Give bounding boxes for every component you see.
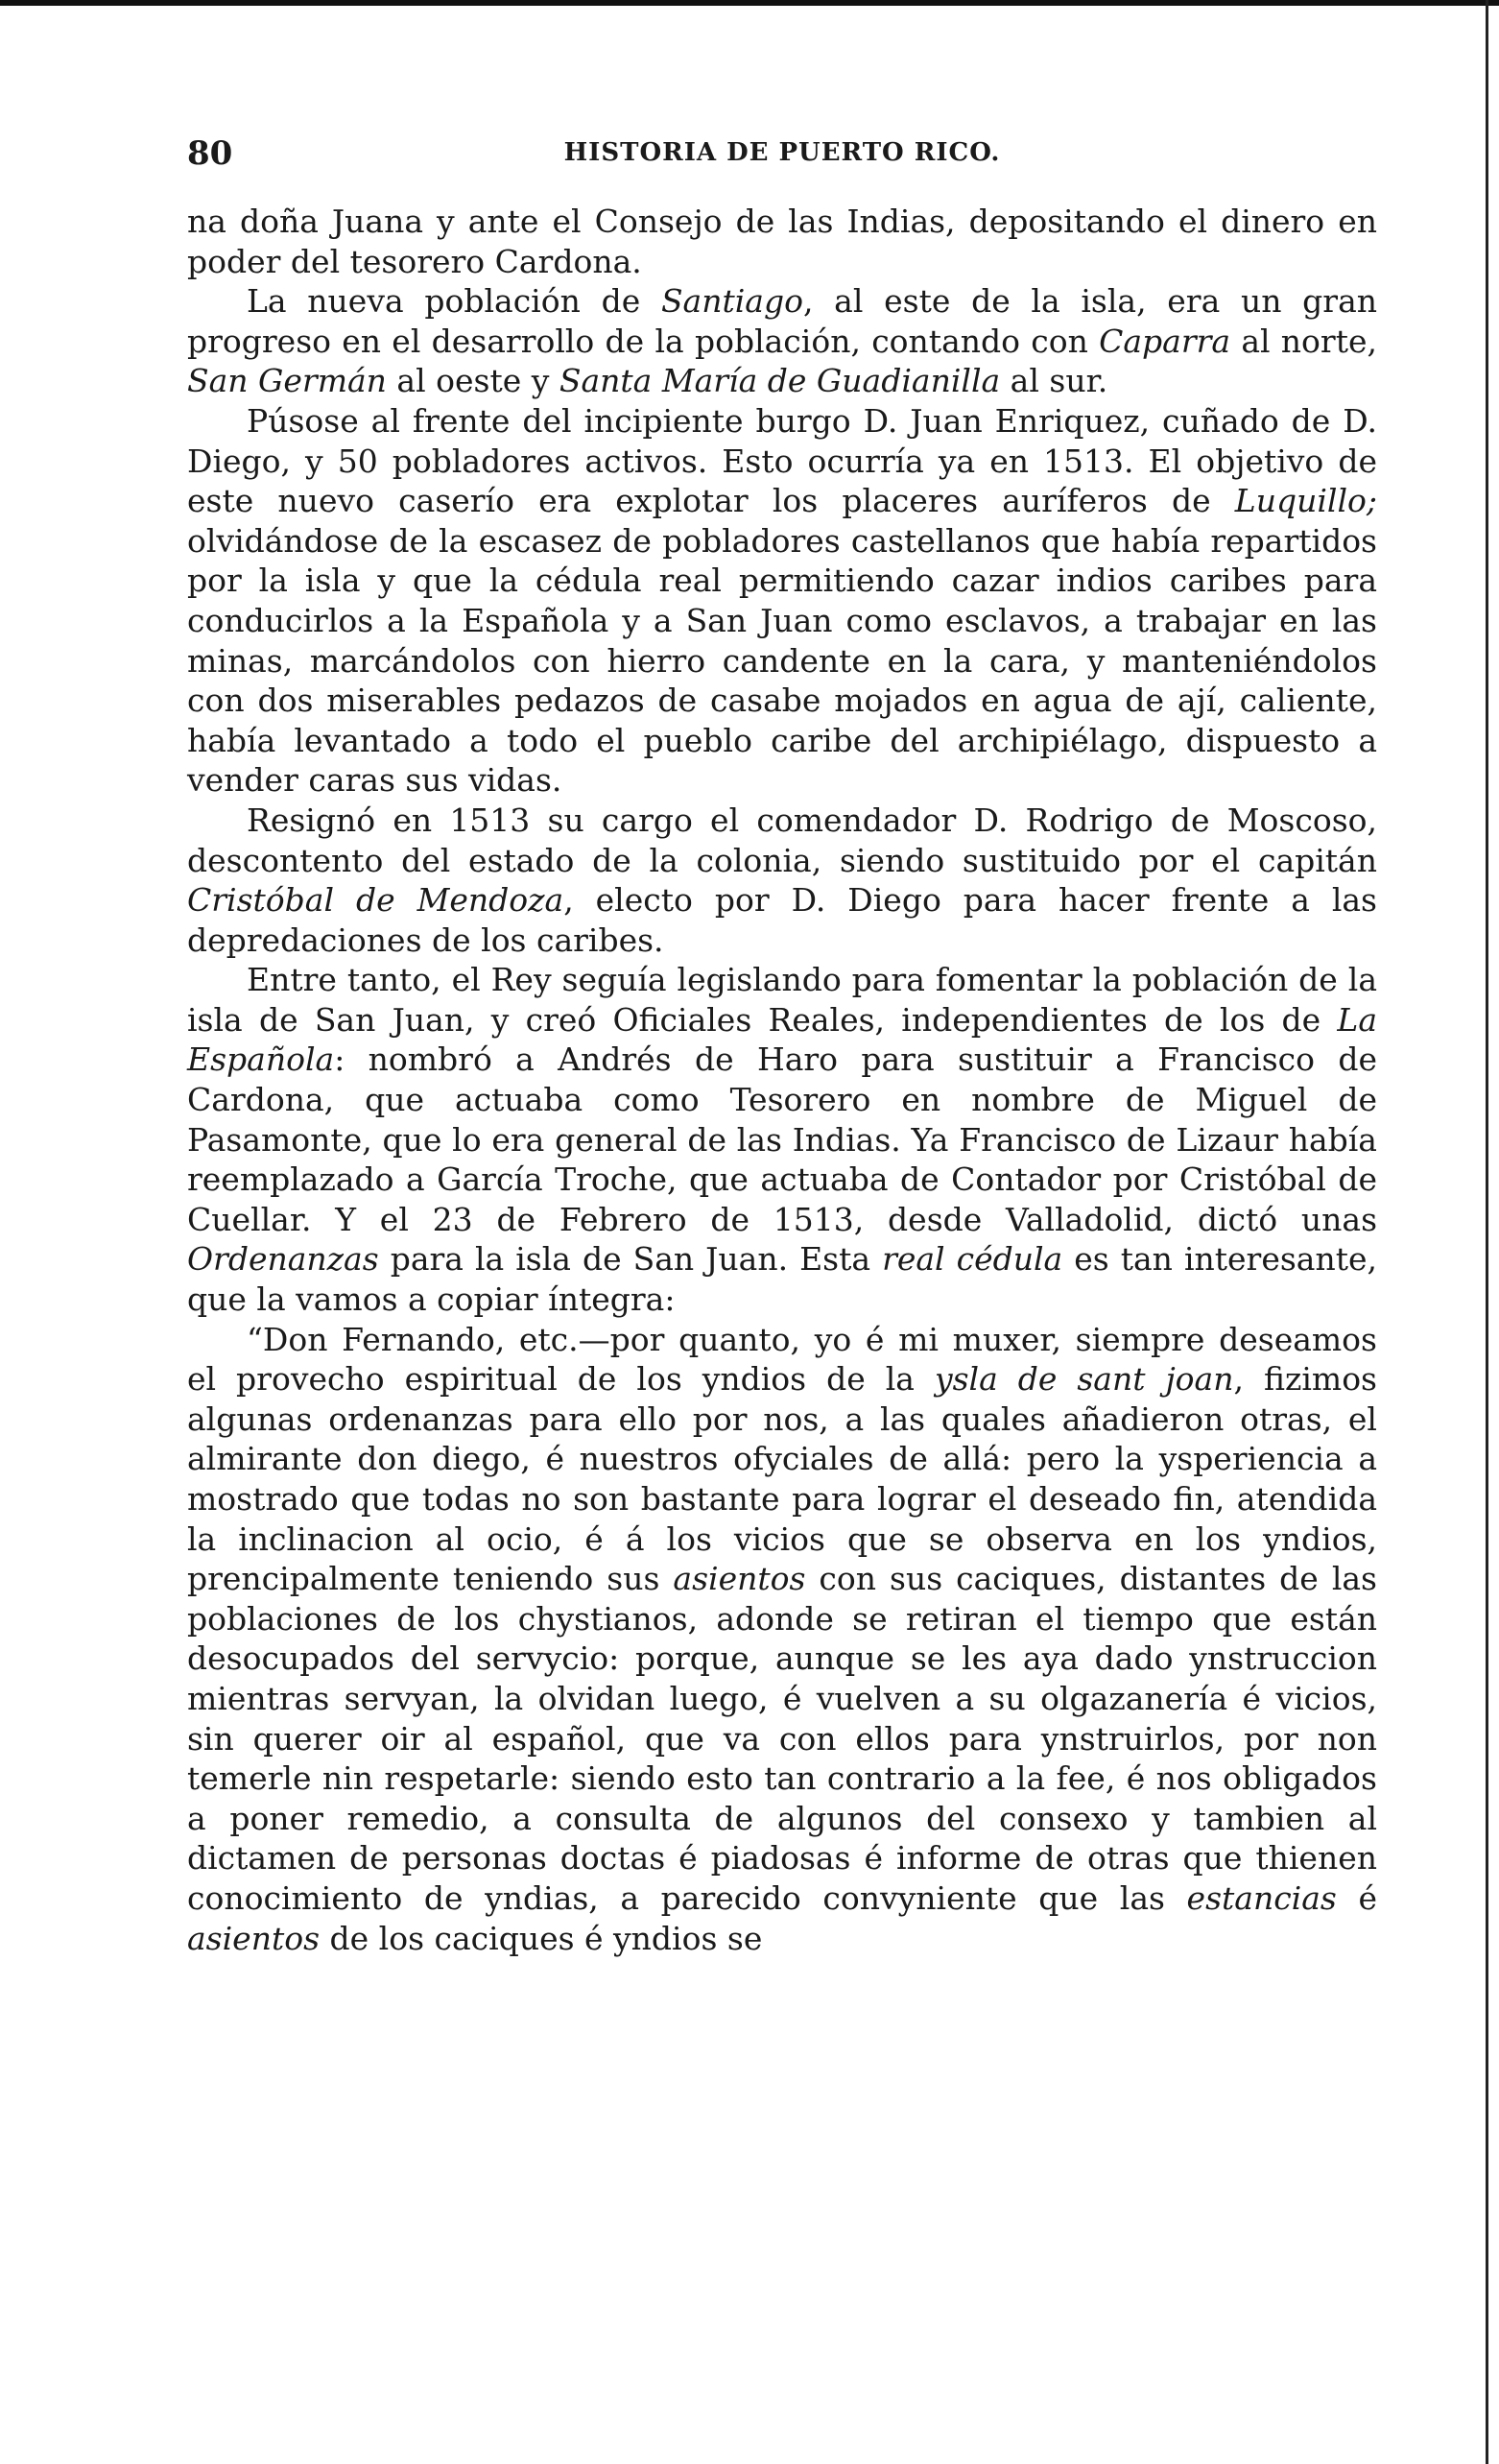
- paragraph: Púsose al frente del incipiente burgo D. Juan Enriquez, cuñado de D. Diego, y 50 pobladores activos. Esto ocurría ya en 1513. El objetivo de este nuevo caserío era explotar los placeres auríferos de Luquillo; olvidándose de la escasez de pobladores castellanos que había repartidos por la isla y que la cédula real permitiendo cazar indios caribes para conducirlos a la Española y a San Juan como esclavos, a trabajar en las minas, marcándolos con hierro candente en la cara, y manteniéndolos con dos miserables pedazos de casabe mojados en agua de ají, caliente, había levantado a todo el pueblo caribe del archipiélago, dispuesto a vender caras sus vidas.: [187, 401, 1377, 800]
- paragraph: Entre tanto, el Rey seguía legislando para fomentar la población de la isla de San Juan, y creó Oficiales Reales, independientes de los de La Española: nombró a Andrés de Haro para sustituir a Francisco de Cardona, que actuaba como Tesorero en nombre de Miguel de Pasamonte, que lo era general de las Indias. Ya Francisco de Lizaur había reemplazado a García Troche, que actuaba de Contador por Cristóbal de Cuellar. Y el 23 de Febrero de 1513, desde Valladolid, dictó unas Ordenanzas para la isla de San Juan. Esta real cédula es tan interesante, que la vamos a copiar íntegra:: [187, 961, 1377, 1319]
- body-text: [187, 202, 1377, 1958]
- top-border: [0, 0, 1499, 6]
- paragraph: Resignó en 1513 su cargo el comendador D. Rodrigo de Moscoso, descontento del estado de la colonia, siendo sustituido por el capitán Cristóbal de Mendoza, electo por D. Diego para hacer frente a las depredaciones de los caribes.: [187, 801, 1377, 959]
- paragraph: La nueva población de Santiago, al este de la isla, era un gran progreso en el desarrollo de la población, contando con Caparra al norte, San Germán al oeste y Santa María de Guadianilla al sur.: [187, 282, 1378, 400]
- paragraph: na doña Juana y ante el Consejo de las Indias, depositando el dinero en poder del tesorero Cardona.: [187, 203, 1377, 280]
- page-number: 80: [187, 134, 233, 173]
- paragraph: “Don Fernando, etc.—por quanto, yo é mi muxer, siempre deseamos el provecho espiritual de los yndios de la ysla de sant joan, fizimos algunas ordenanzas para ello por nos, a las quales añadieron otras, el almirante don diego, é nuestros ofyciales de allá: pero la ysperiencia a mostrado que todas no son bastante para lograr el deseado fin, atendida la inclinacion al ocio, é á los vicios que se observa en los yndios, prencipalmente teniendo sus asientos con sus caciques, distantes de las poblaciones de los chystianos, adonde se retiran el tiempo que están desocupados del servycio: porque, aunque se les aya dado ynstruccion mientras servyan, la olvidan luego, é vuelven a su olgazanería é vicios, sin querer oir al español, que va con ellos para ynstruirlos, por non temerle nin respetarle: siendo esto tan contrario a la fee, é nos obligados a poner remedio, a consulta de algunos del consexo y tambien al dictamen de personas doctas é piadosas é informe de otras que thienen conocimiento de yndias, a parecido convyniente que las estancias é asientos de los caciques é yndios se: [187, 1320, 1377, 1957]
- right-border: [1486, 0, 1488, 2464]
- page-header: [187, 134, 1377, 173]
- running-title: HISTORIA DE PUERTO RICO.: [563, 138, 1001, 167]
